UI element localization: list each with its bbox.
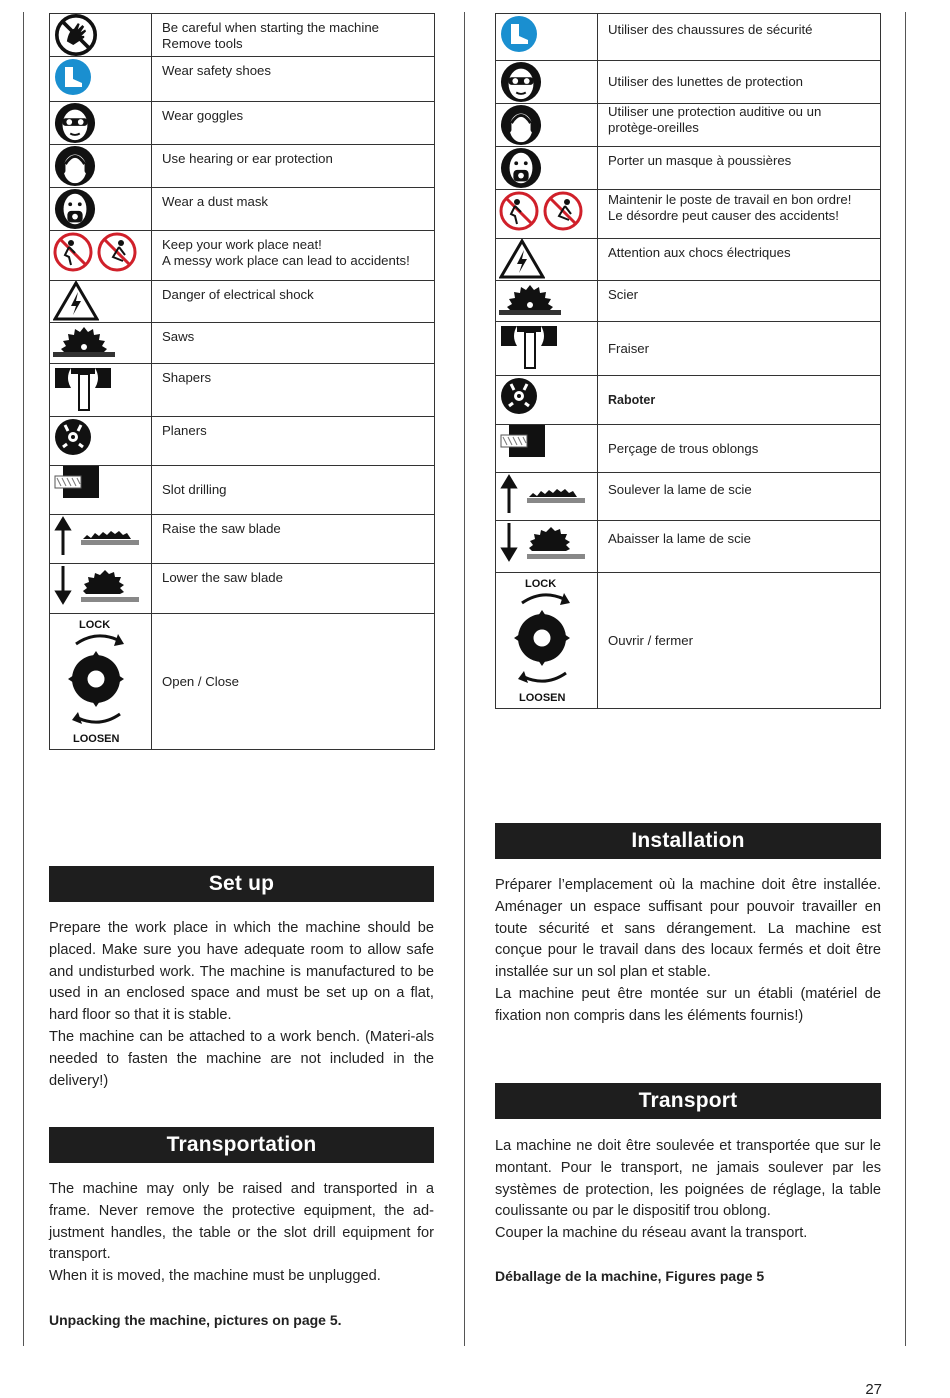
symbol-text: Utiliser des lunettes de protection [598, 61, 881, 104]
table-row [496, 147, 881, 190]
symbol-text: Use hearing or ear protection [152, 145, 435, 188]
symbol-text: Attention aux chocs électriques [598, 239, 881, 281]
table-row [496, 376, 881, 425]
safety-shoes-icon [53, 57, 93, 97]
table-row [496, 190, 881, 239]
symbol-text: Open / Close [152, 614, 435, 750]
transport-paragraph-1: La machine ne doit être soulevée et transportée que sur le montant. Pour le transport, ne jamais soulever par les systèmes de protection, les poignées de réglage, la table coulissante ou par le dispositif trou oblong. [495, 1138, 881, 1220]
center-rule [464, 12, 465, 1346]
table-row [496, 573, 881, 709]
lower-blade-icon [53, 564, 139, 608]
symbol-text: Raboter [598, 376, 881, 425]
symbol-text: Fraiser [598, 322, 881, 376]
table-row [50, 564, 435, 614]
left-symbol-table-wrap [49, 13, 435, 750]
table-row [50, 281, 435, 323]
slot-drilling-icon [53, 466, 101, 498]
setup-paragraph-2: The machine can be attached to a work bench. (Materi-als needed to fasten the machine are not included in the delivery!) [49, 1028, 434, 1089]
ear-protection-icon [499, 104, 543, 146]
shaper-icon [53, 364, 113, 412]
table-row [50, 515, 435, 564]
deballage-note: Déballage de la machine, Figures page 5 [495, 1268, 765, 1284]
symbol-text: Shapers [152, 364, 435, 417]
table-row [496, 322, 881, 376]
table-row [496, 61, 881, 104]
symbol-text: Saws [152, 323, 435, 364]
table-row [50, 57, 435, 102]
symbol-text: Perçage de trous oblongs [598, 425, 881, 473]
symbol-text: Utiliser des chaussures de sécurité [598, 14, 881, 61]
right-symbol-table-wrap [495, 13, 881, 709]
neat-workplace-icon [499, 190, 585, 232]
table-row [50, 364, 435, 417]
installation-text [495, 875, 881, 1028]
ear-protection-icon [53, 145, 97, 187]
raise-blade-icon [499, 473, 585, 513]
saw-icon [53, 323, 115, 359]
transportation-heading: Transportation [49, 1127, 434, 1163]
transport-heading: Transport [495, 1083, 881, 1119]
lock-loosen-icon [64, 614, 134, 744]
transportation-paragraph-2: When it is moved, the machine must be unplugged. [49, 1268, 381, 1285]
transport-text [495, 1136, 881, 1245]
saw-icon [499, 281, 561, 317]
setup-text [49, 918, 434, 1092]
symbol-text: Planers [152, 417, 435, 466]
electric-shock-icon [53, 281, 99, 321]
symbol-text: Lower the saw blade [152, 564, 435, 614]
lock-label: LOCK [79, 619, 111, 631]
symbol-text: Be careful when starting the machine Remove tools [152, 14, 435, 57]
installation-paragraph-2: La machine peut être montée sur un établi (matériel de fixation non compris dans les éléments fournis!) [495, 985, 881, 1024]
dust-mask-icon [53, 188, 97, 230]
slot-drilling-icon [499, 425, 547, 457]
transport-paragraph-2: Couper la machine du réseau avant la transport. [495, 1225, 808, 1242]
transportation-paragraph-1: The machine may only be raised and transported in a frame. Never remove the protective equipment, the ad-justment handles, the table or the slot drill equipment for transport. [49, 1181, 434, 1263]
symbol-text: Wear goggles [152, 102, 435, 145]
installation-heading: Installation [495, 823, 881, 859]
setup-heading: Set up [49, 866, 434, 902]
symbol-text: Maintenir le poste de travail en bon ordre! Le désordre peut causer des accidents! [598, 190, 881, 239]
shaper-icon [499, 322, 559, 370]
no-hands-icon [53, 14, 99, 56]
planer-icon [499, 376, 539, 416]
lock-loosen-icon [510, 573, 580, 703]
goggles-icon [499, 61, 543, 103]
left-symbol-table [49, 13, 435, 750]
table-row [50, 417, 435, 466]
dust-mask-icon [499, 147, 543, 189]
symbol-text: Utiliser une protection auditive ou un protège-oreilles [598, 104, 881, 147]
setup-paragraph-1: Prepare the work place in which the machine should be placed. Make sure you have adequate room to allow safe and undisturbed work. The machine is manufactured to be used in an enclosed space and must be set up on a flat, hard floor so that it is stable. [49, 920, 434, 1024]
installation-paragraph-1: Préparer l’emplacement où la machine doit être installée. Aménager un espace suffisant pour pouvoir travailler en toute sécurité et sans dérangement. La machine est conçue pour le travail dans des locaux fermés et doit être installée sur un sol plan et stable. [495, 877, 881, 981]
table-row [496, 14, 881, 61]
symbol-text: Ouvrir / fermer [598, 573, 881, 709]
table-row [496, 281, 881, 322]
table-row [50, 323, 435, 364]
lock-label: LOCK [525, 578, 557, 590]
lower-blade-icon [499, 521, 585, 565]
symbol-text: Wear a dust mask [152, 188, 435, 231]
loosen-label: LOOSEN [519, 692, 566, 703]
table-row [50, 102, 435, 145]
planer-icon [53, 417, 93, 457]
table-row [496, 473, 881, 521]
table-row [50, 231, 435, 281]
table-row [496, 239, 881, 281]
symbol-text: Scier [598, 281, 881, 322]
table-row [50, 188, 435, 231]
table-row [496, 104, 881, 147]
symbol-text: Raise the saw blade [152, 515, 435, 564]
table-row [50, 614, 435, 750]
goggles-icon [53, 102, 97, 144]
table-row [496, 425, 881, 473]
electric-shock-icon [499, 239, 545, 279]
symbol-text: Abaisser la lame de scie [598, 521, 881, 573]
table-row [496, 521, 881, 573]
symbol-text: Danger of electrical shock [152, 281, 435, 323]
symbol-text: Keep your work place neat! A messy work place can lead to accidents! [152, 231, 435, 281]
left-margin-rule [23, 12, 24, 1346]
symbol-text: Wear safety shoes [152, 57, 435, 102]
table-row [50, 145, 435, 188]
safety-shoes-icon [499, 14, 539, 54]
table-row [50, 14, 435, 57]
loosen-label: LOOSEN [73, 733, 120, 744]
symbol-text: Slot drilling [152, 466, 435, 515]
table-row [50, 466, 435, 515]
symbol-text: Soulever la lame de scie [598, 473, 881, 521]
raise-blade-icon [53, 515, 139, 555]
right-margin-rule [905, 12, 906, 1346]
symbol-text: Porter un masque à poussières [598, 147, 881, 190]
page-number: 27 [865, 1381, 882, 1398]
transportation-text [49, 1179, 434, 1288]
neat-workplace-icon [53, 231, 139, 273]
right-symbol-table [495, 13, 881, 709]
unpacking-note: Unpacking the machine, pictures on page 5. [49, 1312, 342, 1328]
